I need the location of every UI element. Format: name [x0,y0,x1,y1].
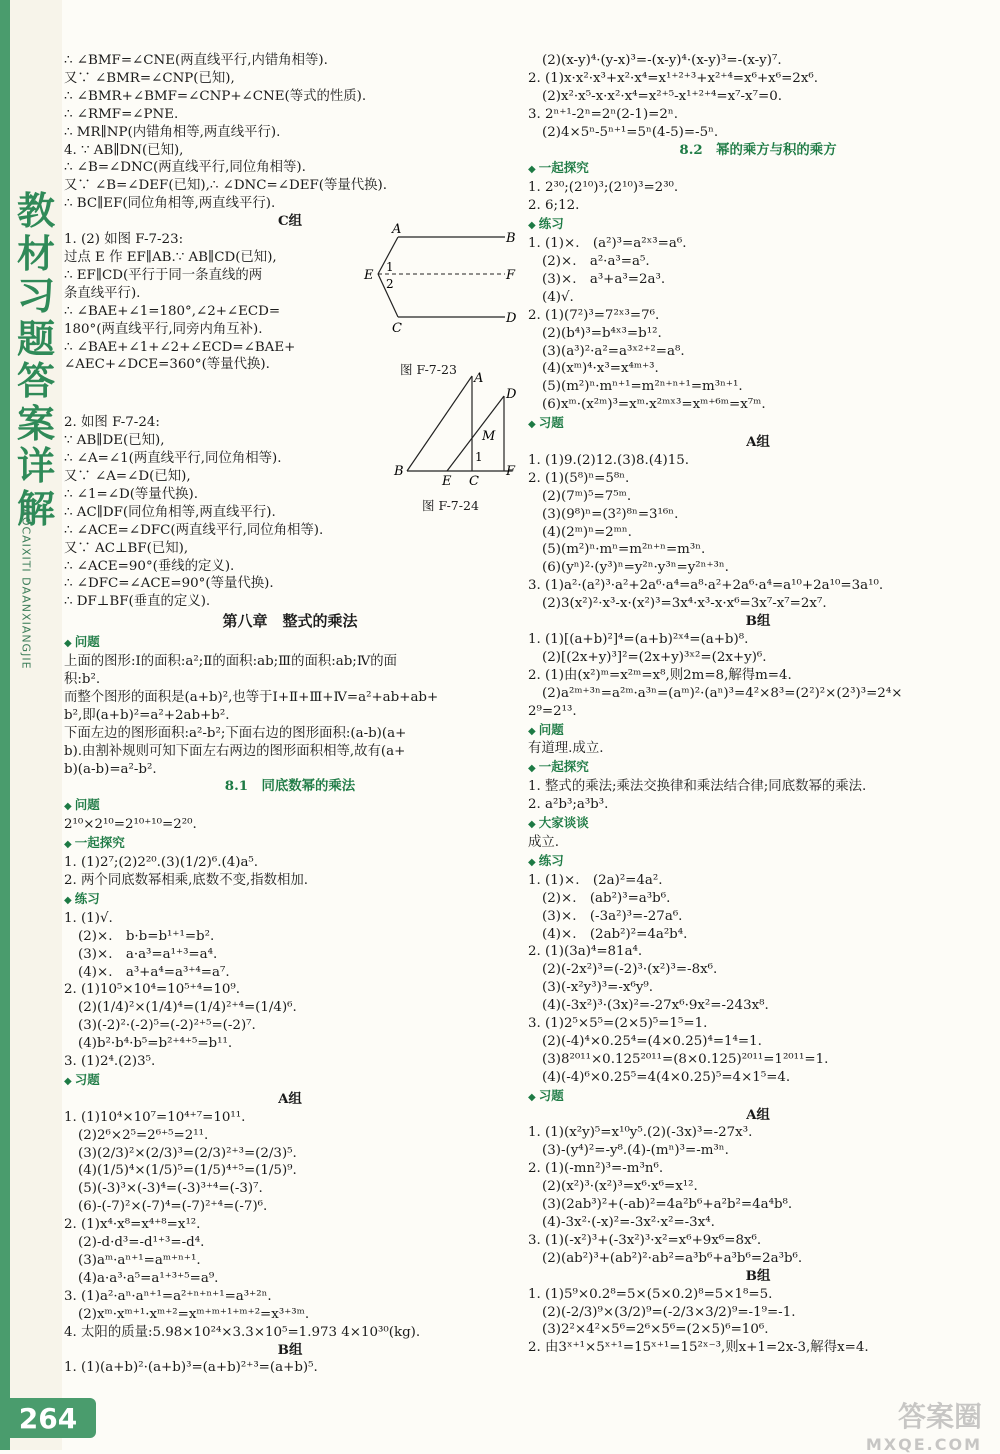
sidebar-band [0,0,10,1450]
fig23-label-b: B [506,231,516,246]
text-line: (2)×. (ab²)³=a³b⁶. [542,890,671,906]
text-line: 又∵ ∠A=∠D(已知), [64,469,191,485]
text-line: (3)(2ab³)²+(-ab)²=4a²b⁶+a²b²=4a⁴b⁸. [542,1197,793,1213]
text-line: 1. 2³⁰;(2¹⁰)³;(2¹⁰)³=2³⁰. [528,180,679,196]
tag-tantan-r: ◆ 大家谈谈 [528,814,988,834]
text-line: ∴ EF∥CD(平行于同一条直线的两 [64,267,263,283]
sidebar-title-char: 答 [16,359,55,404]
figure-f-7-23-caption: 图 F-7-23 [400,362,457,377]
text-line: 2. (1)(5⁸)ⁿ=5⁸ⁿ. [528,470,630,486]
sidebar-title [14,190,58,530]
tag-tanjiu: ◆ 一起探究 [64,834,516,854]
text-line: (3)(-x²y³)³=-x⁶y⁹. [542,980,654,996]
text-line: (4)(-4)⁶×0.25⁵=4(4×0.25)⁵=4×1⁵=4. [542,1069,791,1085]
text-line: 3. (1)a²·(a²)³·a²+2a⁶·a⁴=a⁸·a²+2a⁶·a⁴=a¹⁰+2a¹⁰=3a¹⁰. [528,578,884,594]
text-line: 1. (1)(x²y)⁵=x¹⁰y⁵.(2)(-3x)³=-27x³. [528,1125,753,1141]
wenti-line-r: 有道理.成立. [528,741,604,757]
text-line: 2. (1)(3a)⁴=81a⁴. [528,944,643,960]
text-line: 1. (1)10⁴×10⁷=10⁴⁺⁷=10¹¹. [64,1109,246,1125]
c-group-heading: C组 [277,213,303,230]
text-line: 又∵ ∠B=∠DEF(已知),∴ ∠DNC=∠DEF(等量代换). [64,178,388,194]
text-line: 2. (1)10⁵×10⁴=10⁵⁺⁴=10⁹. [64,982,240,998]
text-line: 1. (1)9.(2)12.(3)8.(4)15. [528,452,690,468]
figure-f-7-24-caption: 图 F-7-24 [422,498,479,513]
fig24-label-a: A [474,371,484,386]
sidebar-title-char: 详 [16,444,55,489]
text-line: 过点 E 作 EF∥AB.∵ AB∥CD(已知), [64,249,277,265]
tag-wenti-r: ◆ 问题 [528,721,988,741]
text-line: 1. 整式的乘法;乘法交换律和乘法结合律;同底数幂的乘法. [528,779,867,795]
text-line: (6)(yⁿ)²·(y³)ⁿ=y²ⁿ·y³ⁿ=y²ⁿ⁺³ⁿ. [542,560,729,576]
b2-group-heading-r: B组 [745,1267,771,1284]
b-group-heading-r: B组 [745,613,771,630]
text-line: 180°(两直线平行,同旁内角互补). [64,321,263,337]
text-line: ∠AEC+∠DCE=360°(等量代换). [64,357,270,373]
text-line: 又∵ ∠BMR=∠CNP(已知), [64,70,235,86]
text-line: (6)-(-7)²×(-7)⁴=(-7)²⁺⁴=(-7)⁶. [78,1199,268,1215]
text-line: (6)xᵐ·(x²ᵐ)³=xᵐ·x²ᵐˣ³=xᵐ⁺⁶ᵐ=x⁷ᵐ. [542,397,766,413]
text-line: (3)-(y⁴)²=-y⁸.(4)-(mⁿ)³=-m³ⁿ. [542,1143,729,1159]
tag-xiti2-r: ◆ 习题 [528,1087,988,1107]
text-line: 1. (1)[(a+b)²]⁴=(a+b)²ˣ⁴=(a+b)⁸. [528,632,749,647]
text-line: (3)(-2)²·(-2)⁵=(-2)²⁺⁵=(-2)⁷. [78,1018,256,1034]
text-line: 2⁹=2¹³. [528,703,577,719]
text-line: 2. (1)(7²)³=7²ˣ³=7⁶. [528,307,660,323]
text-line: 积:b². [64,672,101,687]
page-number: 264 [0,1398,96,1438]
text-line: 2. (1)x⁴·x⁸=x⁴⁺⁸=x¹². [64,1217,201,1233]
text-line: b).由割补规则可知下面左右两边的图形面积相等,故有(a+ [64,743,406,759]
text-line: (4)(-3x²)³·(3x)²=-27x⁶·9x²=-243x⁸. [542,998,769,1014]
text-line: (2)4×5ⁿ-5ⁿ⁺¹=5ⁿ(4-5)=-5ⁿ. [542,124,719,140]
fig24-label-b: B [394,464,404,479]
text-line: 2. 由3ˣ⁺¹×5ˣ⁺¹=15ˣ⁺¹=15²ˣ⁻³,则x+1=2x-3,解得x=4. [528,1340,869,1356]
text-line: ∴ ∠BMR+∠BMF=∠CNP+∠CNE(等式的性质). [64,88,367,104]
text-line: 2. 两个同底数幂相乘,底数不变,指数相加. [64,872,309,888]
text-line: ∴ ∠BMF=∠CNE(两直线平行,内错角相等). [64,53,328,68]
text-line: (4)-3x²·(-x)²=-3x²·x²=-3x⁴. [542,1215,715,1230]
text-line: (2)2⁶×2⁵=2⁶⁺⁵=2¹¹. [78,1127,209,1143]
tag-xiti-r: ◆ 习题 [528,414,988,434]
text-line: (2)(7ᵐ)⁵=7⁵ᵐ. [542,488,632,504]
text-line: 3. (1)(-x²)³+(-3x²)³·x²=x⁶+9x⁶=8x⁶. [528,1232,762,1248]
b-line: 1. (1)(a+b)²·(a+b)³=(a+b)²⁺³=(a+b)⁵. [64,1360,318,1376]
fig23-label-e: E [364,268,374,283]
text-line: 上面的图形:Ⅰ的面积:a²;Ⅱ的面积:ab;Ⅲ的面积:ab;Ⅳ的面 [64,654,397,670]
text-line: 1. (1)×. (a²)³=a²ˣ³=a⁶. [528,236,687,252]
fig23-label-d: D [506,311,517,326]
text-line: (2)(-4)⁴×0.25⁴=(4×0.25)⁴=1⁴=1. [542,1033,762,1049]
text-line: (2)(x-y)⁴·(y-x)³=-(x-y)⁴·(x-y)³=-(x-y)⁷. [542,53,782,68]
text-line: (2)[(2x+y)³]²=(2x+y)³ˣ²=(2x+y)⁶. [542,649,767,665]
a2-group-heading-r: A组 [746,1106,770,1123]
sidebar-title-char: 材 [16,231,55,276]
figure-f-7-23 [360,222,520,352]
text-line: 又∵ AC⊥BF(已知), [64,540,189,556]
sidebar-pinyin: JIAOCAIXITI DAANXIANGJIE [19,500,33,670]
tag-wenti-2: ◆ 问题 [64,796,516,816]
sidebar-title-char: 教 [16,189,55,233]
text-line: 3. (1)2⁴.(2)3⁵. [64,1054,156,1070]
text-line: 1. (2) 如图 F-7-23: [64,232,184,248]
tag-xiti: ◆ 习题 [64,1071,516,1091]
text-line: 条直线平行). [64,285,141,301]
tag-tanjiu-r: ◆ 一起探究 [528,159,988,179]
text-line: (2)a²ᵐ⁺³ⁿ=a²ᵐ·a³ⁿ=(aᵐ)²·(aⁿ)³=4²×8³=(2²)²×(2³)³=2⁴× [542,685,903,701]
text-line: (5)(m²)ⁿ·mⁿ⁺¹=m²ⁿ⁺ⁿ⁺¹=m³ⁿ⁺¹. [542,379,743,395]
tag-lianxi2-r: ◆ 练习 [528,852,988,872]
watermark-bottom: MXQE.COM [865,1435,982,1454]
text-line: ∴ ∠BAE+∠1+∠2+∠ECD=∠BAE+ [64,339,296,355]
b-group-heading: B组 [277,1341,303,1358]
text-line: (2)(-2x²)³=(-2)³·(x²)³=-8x⁶. [542,962,718,978]
fig24-label-c: C [469,474,479,486]
text-line: (2)3(x²)²·x³-x·(x²)³=3x⁴·x³-x·x⁶=3x⁷-x⁷=2x⁷. [542,596,827,612]
text-line: (4)√. [542,289,574,305]
text-line: (2)(1/4)²×(1/4)⁴=(1/4)²⁺⁴=(1/4)⁶. [78,1000,297,1016]
fig24-label-m: M [482,429,496,444]
text-line: b)(a-b)=a²-b². [64,761,157,777]
text-line: 而整个图形的面积是(a+b)²,也等于Ⅰ+Ⅱ+Ⅲ+Ⅳ=a²+ab+ab+ [64,689,439,705]
text-line: ∴ ∠DFC=∠ACE=90°(等量代换). [64,576,274,592]
fig24-angle-1: 1 [475,450,483,464]
fig24-label-e: E [442,474,452,486]
text-line: (4)a·a³·a⁵=a¹⁺³⁺⁵=a⁹. [78,1270,219,1286]
text-line: (3)(9⁸)ⁿ=(3²)⁸ⁿ=3¹⁶ⁿ. [542,506,679,522]
tag-tanjiu2-r: ◆ 一起探究 [528,758,988,778]
text-line: (2)xᵐ·xᵐ⁺¹·xᵐ⁺²=xᵐ⁺ᵐ⁺¹⁺ᵐ⁺²=x³⁺³ᵐ. [78,1306,310,1322]
section-8-2: 8.2 幂的乘方与积的乘方 [679,141,837,158]
chapter-title: 第八章 整式的乘法 [222,612,358,631]
text-line: b²,即(a+b)²=a²+2ab+b². [64,707,230,723]
text-line: 2. (1)x·x²·x³+x²·x⁴=x¹⁺²⁺³+x²⁺⁴=x⁶+x⁶=2x⁶. [528,70,819,86]
fig23-angle-2: 2 [386,277,394,291]
text-line: (2)×. a²·a³=a⁵. [542,253,650,269]
text-line: (3)2²×4²×5⁶=2⁶×5⁶=(2×5)⁶=10⁶. [542,1322,769,1338]
text-line: ∴ ∠BAE+∠1=180°,∠2+∠ECD= [64,303,281,319]
tag-lianxi-r: ◆ 练习 [528,215,988,235]
wenti2-line: 2¹⁰×2¹⁰=2¹⁰⁺¹⁰=2²⁰. [64,817,197,833]
text-line: (2)×. b·b=b¹⁺¹=b². [78,928,215,944]
text-line: 2. 如图 F-7-24: [64,415,160,431]
text-line: (2)-d·d³=-d¹⁺³=-d⁴. [78,1235,205,1251]
text-line: ∴ AC∥DF(同位角相等,两直线平行). [64,504,276,520]
sidebar [0,0,62,1450]
text-line: 1. (1)2⁷;(2)2²⁰.(3)(1/2)⁶.(4)a⁵. [64,855,259,871]
text-line: ∴ MR∥NP(内错角相等,两直线平行). [64,124,281,140]
text-line: 3. (1)2⁵×5⁵=(2×5)⁵=1⁵=1. [528,1016,708,1032]
text-line: ∴ ∠A=∠1(两直线平行,同位角相等). [64,451,282,467]
text-line: 2. (1)(-mn²)³=-m³n⁶. [528,1161,664,1177]
watermark-logo [792,1395,982,1454]
text-line: ∵ AB∥DE(已知), [64,433,165,449]
text-line: ∴ ∠1=∠D(等量代换). [64,486,198,502]
text-line: 1. (1)√. [64,910,113,926]
text-line: 2. (1)由(x²)ᵐ=x²ᵐ=x⁸,则2m=8,解得m=4. [528,667,792,683]
sidebar-title-char: 题 [16,316,55,361]
text-line: 1. (1)5⁹×0.2⁸=5×(5×0.2)⁸=5×1⁸=5. [528,1286,773,1302]
text-line: (3)aᵐ·aⁿ⁺¹=aᵐ⁺ⁿ⁺¹. [78,1253,201,1268]
tantan-line-r: 成立. [528,834,560,850]
text-line: (3)×. a³+a³=2a³. [542,271,666,287]
text-line: (2)(x²)³·(x²)³=x⁶·x⁶=x¹². [542,1179,698,1195]
a-group-heading: A组 [278,1090,302,1107]
text-line: (4)×. (2ab²)²=4a²b⁴. [542,926,688,942]
text-line: (5)(m²)ⁿ·mⁿ=m²ⁿ⁺ⁿ=m³ⁿ. [542,542,706,558]
text-line: (3)(2/3)²×(2/3)³=(2/3)²⁺³=(2/3)⁵. [78,1145,297,1161]
text-line: ∴ ∠RMF=∠PNE. [64,106,179,122]
text-line: (4)(2ᵐ)ⁿ=2ᵐⁿ. [542,524,632,540]
fig23-label-c: C [392,321,402,336]
sidebar-title-char: 解 [16,486,55,531]
text-line: 下面左边的图形面积:a²-b²;下面右边的图形面积:(a-b)(a+ [64,725,407,741]
text-line: (3)(a³)²·a²=a³ˣ²⁺²=a⁸. [542,343,685,359]
fig24-label-f: F [506,464,516,479]
text-line: (4)b²·b⁴·b⁵=b²⁺⁴⁺⁵=b¹¹. [78,1036,233,1052]
sidebar-title-char: 案 [16,401,55,446]
text-line: (2)(ab²)³+(ab²)²·ab²=a³b⁶+a³b⁶=2a³b⁶. [542,1250,803,1266]
tag-wenti: ◆ 问题 [64,633,516,653]
text-line: 4. 太阳的质量:5.98×10²⁴×3.3×10⁵=1.973 4×10³⁰(kg). [64,1324,421,1340]
fig23-label-a: A [392,222,402,237]
text-line: 1. (1)×. (2a)²=4a². [528,872,663,888]
text-line: 3. (1)a²·aⁿ·aⁿ⁺¹=a²⁺ⁿ⁺ⁿ⁺¹=a³⁺²ⁿ. [64,1288,272,1304]
right-column [528,52,988,1357]
text-line: ∴ ∠ACE=90°(垂线的定义). [64,558,235,574]
text-line: (4)×. a³+a⁴=a³⁺⁴=a⁷. [78,964,230,980]
fig23-label-f: F [506,268,516,283]
text-line: 2. a²b³;a³b³. [528,797,609,813]
watermark-top: 答案圈 [897,1400,982,1433]
a-group-heading-r: A组 [746,434,770,451]
sidebar-title-char: 习 [16,274,55,319]
text-line: ∴ ∠B=∠DNC(两直线平行,同位角相等). [64,160,306,176]
text-line: (4)(xᵐ)⁴·x³=x⁴ᵐ⁺³. [542,361,659,377]
text-line: 2. 6;12. [528,198,580,214]
text-line: (2)(b⁴)³=b⁴ˣ³=b¹². [542,325,662,341]
text-line: (2)x²·x⁵-x·x²·x⁴=x²⁺⁵-x¹⁺²⁺⁴=x⁷-x⁷=0. [542,88,782,104]
fig23-angle-1: 1 [386,260,394,274]
text-line: (2)(-2/3)⁹×(3/2)⁹=(-2/3×3/2)⁹=-1⁹=-1. [542,1304,796,1320]
text-line: ∴ DF⊥BF(垂直的定义). [64,594,211,610]
text-line: ∴ ∠ACE=∠DFC(两直线平行,同位角相等). [64,522,324,538]
section-8-1: 8.1 同底数幂的乘法 [224,778,356,795]
text-line: (3)8²⁰¹¹×0.125²⁰¹¹=(8×0.125)²⁰¹¹=1²⁰¹¹=1. [542,1051,829,1067]
text-line: 3. 2ⁿ⁺¹-2ⁿ=2ⁿ(2-1)=2ⁿ. [528,106,678,122]
text-line: (3)×. (-3a²)³=-27a⁶. [542,908,683,924]
text-line: (5)(-3)³×(-3)⁴=(-3)³⁺⁴=(-3)⁷. [78,1181,263,1197]
text-line: (4)(1/5)⁴×(1/5)⁵=(1/5)⁴⁺⁵=(1/5)⁹. [78,1163,297,1179]
text-line: ∴ BC∥EF(同位角相等,两直线平行). [64,196,276,212]
figure-f-7-24 [392,368,522,486]
fig24-label-d: D [506,387,517,402]
tag-lianxi: ◆ 练习 [64,890,516,910]
text-line: 4. ∵ AB∥DN(已知), [64,142,184,158]
text-line: (3)×. a·a³=a¹⁺³=a⁴. [78,946,218,962]
